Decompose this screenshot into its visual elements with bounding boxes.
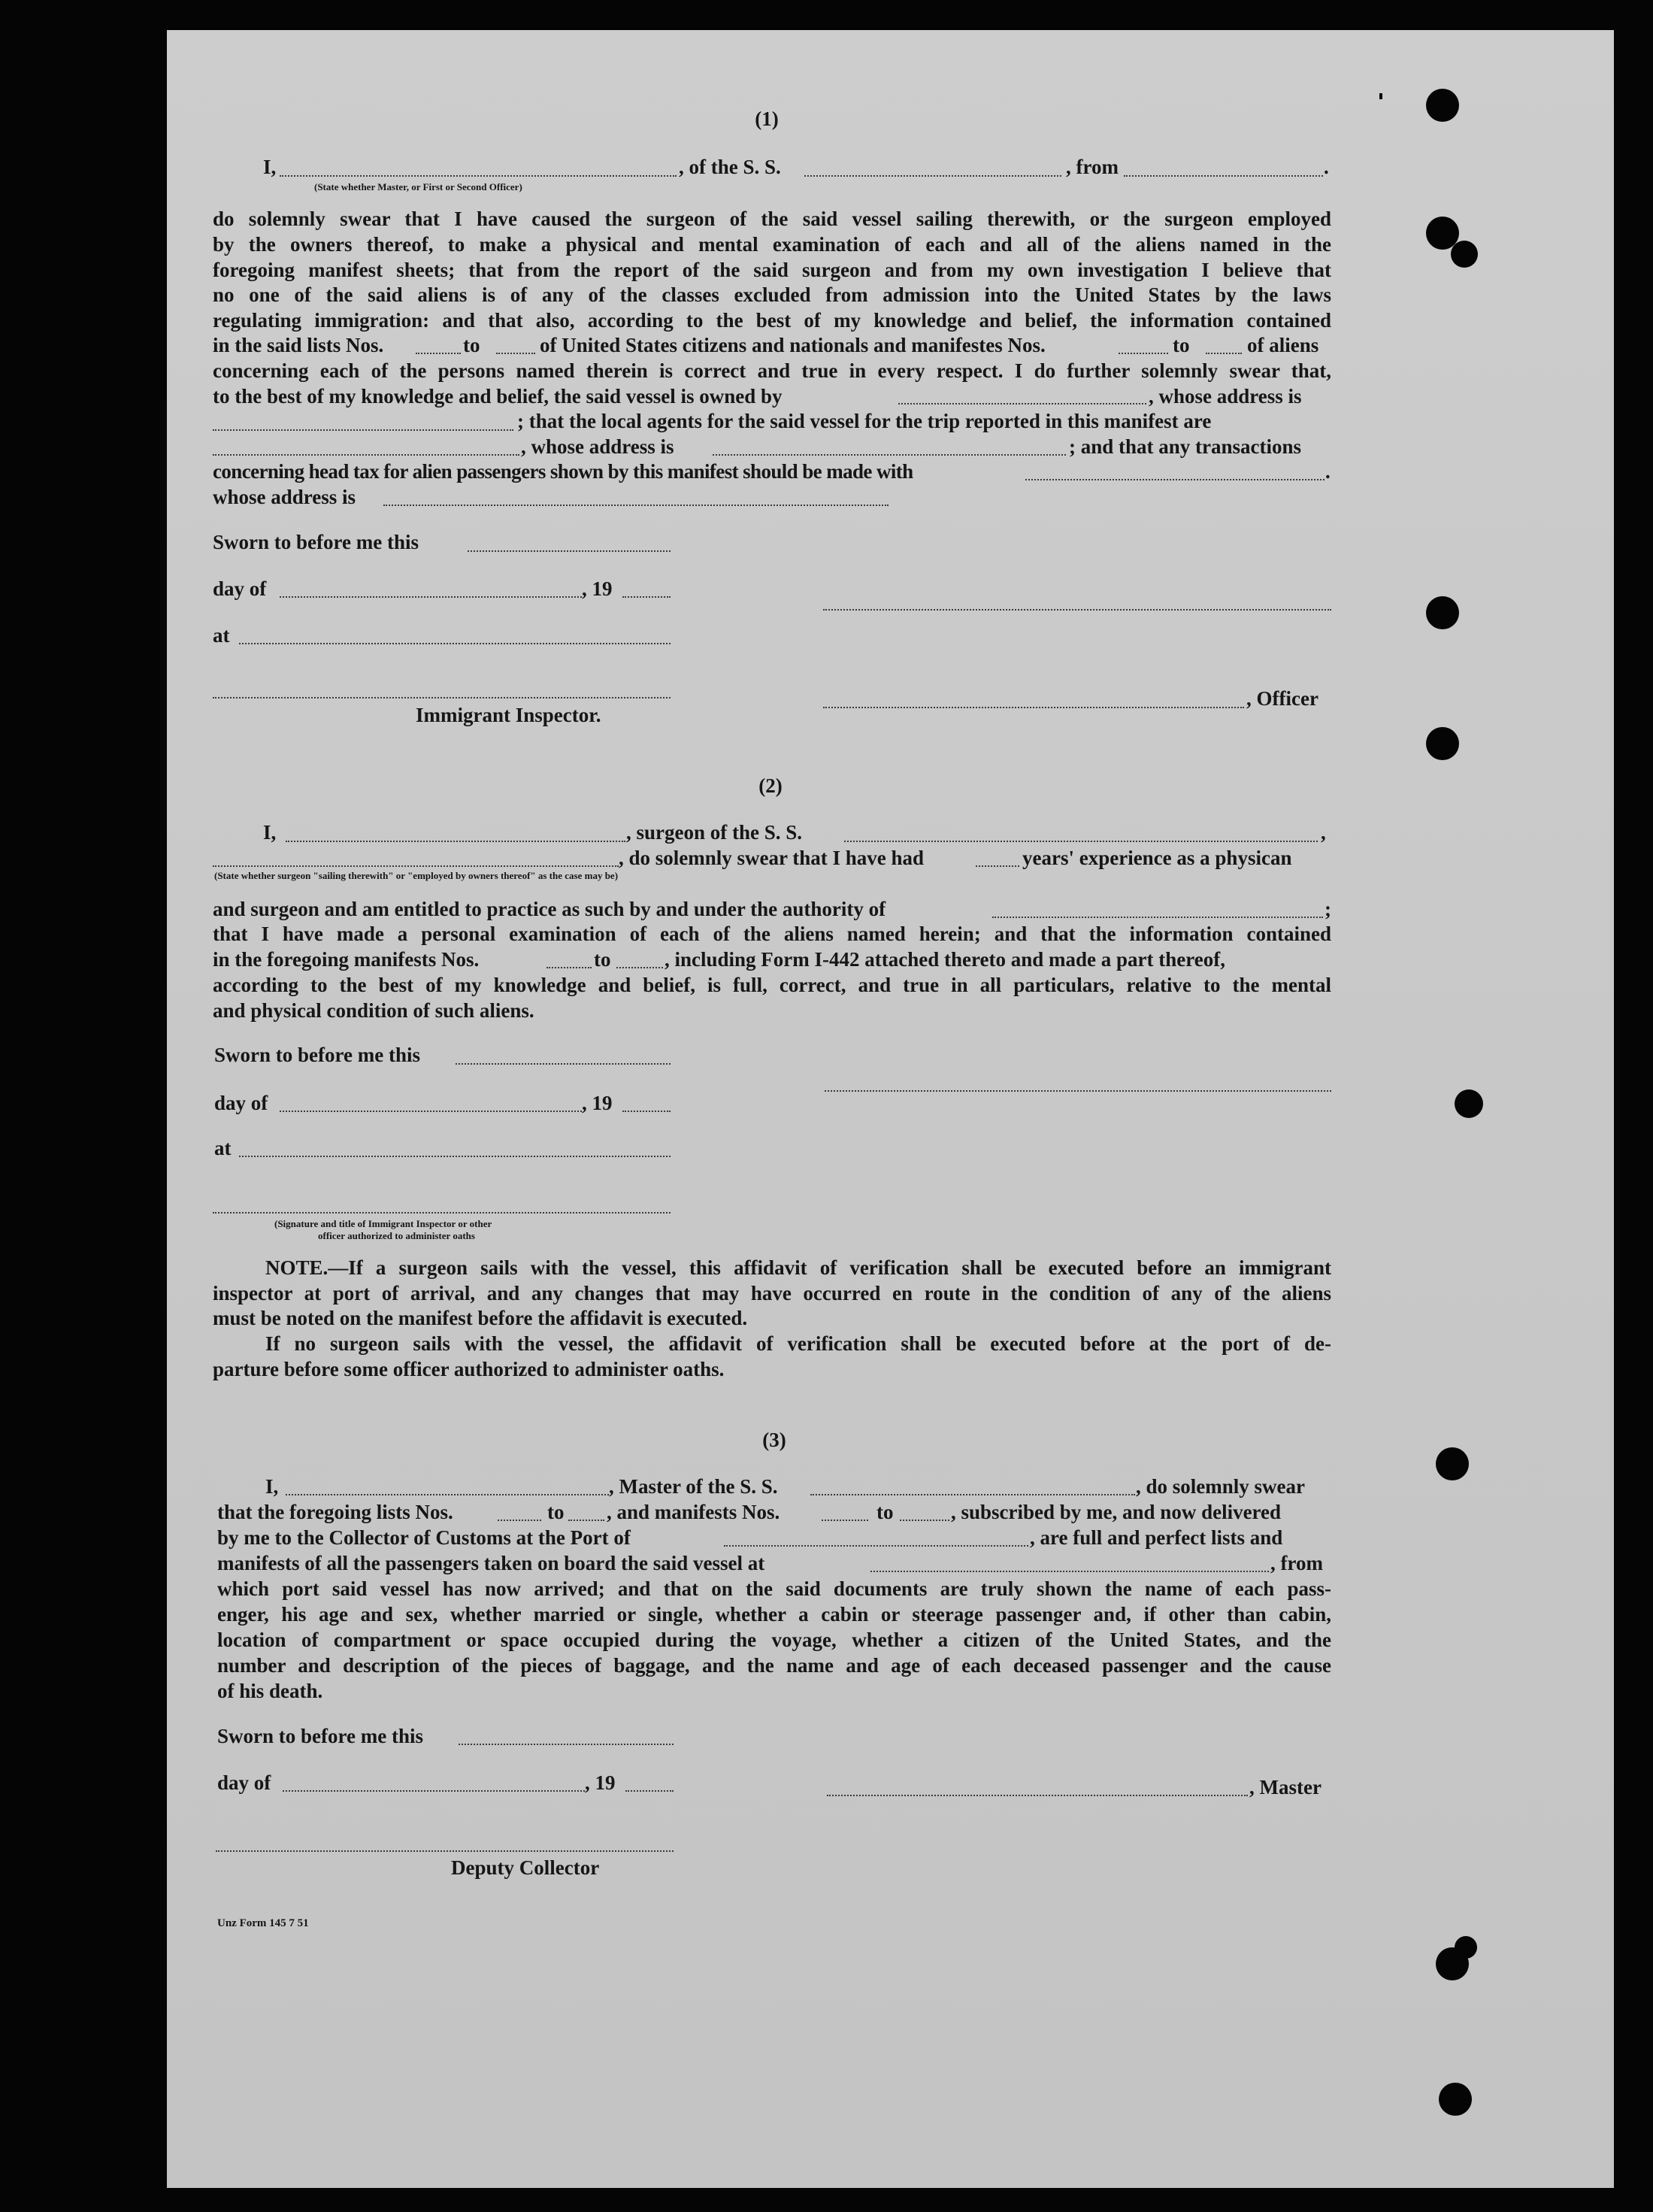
s3-collector-signature-field[interactable] (216, 1850, 674, 1852)
s2-place-field[interactable] (239, 1156, 671, 1157)
s3-lists-from-field[interactable] (498, 1520, 541, 1521)
s1-officer-signature-field[interactable] (823, 707, 1244, 708)
s2-at: at (214, 1137, 232, 1159)
punch-hole (1426, 89, 1459, 122)
note-line: inspector at port of arrival, and any changes that may have occurred en route in the condition of any of the aliens (213, 1282, 1331, 1304)
note-line: If no surgeon sails with the vessel, the affidavit of verification shall be executed before at the port of de- (265, 1332, 1331, 1355)
s3-to-2: to (876, 1501, 894, 1523)
s1-owner-address-label: , whose address is (1149, 385, 1302, 408)
note-line: NOTE.—If a surgeon sails with the vessel, this affidavit of verification shall be executed before an immigrant (265, 1256, 1331, 1279)
s3-solemnly: , do solemnly swear (1136, 1475, 1305, 1498)
s2-including-form: , including Form I-442 attached thereto and made a part thereof, (665, 948, 1225, 971)
s3-i: I, (265, 1475, 279, 1498)
s2-sworn-label: Sworn to before me this (214, 1044, 420, 1066)
s3-lists-label: that the foregoing lists Nos. (217, 1501, 453, 1523)
s1-of-ss: , of the S. S. (679, 156, 781, 178)
vessel-name-field[interactable] (804, 175, 1061, 177)
s1-agents-address-label: , whose address is (521, 435, 674, 458)
punch-hole (1436, 1447, 1469, 1480)
s3-deputy-collector-label: Deputy Collector (451, 1856, 600, 1879)
s1-transactions-label: ; and that any transactions (1069, 435, 1302, 458)
s1-to-2: to (1173, 334, 1190, 356)
owner-field[interactable] (898, 403, 1146, 405)
s3-manifests-from-field[interactable] (822, 1520, 868, 1521)
s1-para-line: by the owners thereof, to make a physical and mental examination of each and all of the aliens named in the (213, 233, 1331, 256)
s1-i: I, (263, 156, 277, 178)
s3-year-field[interactable] (625, 1790, 674, 1792)
edge-mark (66, 1722, 69, 1728)
s3-taken-on-board: manifests of all the passengers taken on board the said vessel at (217, 1552, 765, 1574)
s1-manifests-from-field[interactable] (1119, 353, 1168, 354)
section-1-heading: (1) (755, 108, 779, 130)
boarding-port-field[interactable] (870, 1571, 1269, 1572)
head-tax-address-field[interactable] (383, 505, 889, 506)
s3-from: , from (1270, 1552, 1323, 1574)
note-line: parture before some officer authorized to administer oaths. (213, 1358, 725, 1380)
s3-para-line: number and description of the pieces of baggage, and the name and age of each deceased passenger and the cause (217, 1654, 1331, 1677)
s3-month-field[interactable] (283, 1790, 585, 1792)
s3-year-prefix: , 19 (585, 1771, 616, 1794)
s2-para-line: according to the best of my knowledge and belief, is full, correct, and true in all particulars, relative to the mental (213, 974, 1331, 996)
section-2-heading: (2) (758, 774, 783, 797)
s1-day-of: day of (213, 577, 267, 600)
s2-vessel-field[interactable] (844, 841, 1318, 842)
s1-lists-from-field[interactable] (416, 353, 461, 354)
s1-year-prefix: , 19 (582, 577, 613, 600)
s3-para-line: location of compartment or space occupied during the voyage, whether a citizen of the United States, and the (217, 1629, 1331, 1651)
s2-year-field[interactable] (622, 1111, 671, 1112)
s3-master-label: , Master (1249, 1776, 1321, 1798)
s1-whose-address: whose address is (213, 486, 356, 508)
s2-years-experience: years' experience as a physican (1022, 847, 1292, 869)
s1-rank-note: (State whether Master, or First or Second Officer) (314, 181, 522, 192)
s2-para-line: and physical condition of such aliens. (213, 999, 534, 1022)
s2-comma: , (1321, 821, 1326, 844)
s1-officer-label: , Officer (1246, 687, 1318, 710)
s3-sworn-day-field[interactable] (459, 1744, 674, 1745)
s2-manifests-to-field[interactable] (616, 967, 663, 968)
master-name-field[interactable] (286, 1494, 609, 1495)
surgeon-name-field[interactable] (286, 841, 625, 842)
s2-day-of: day of (214, 1092, 268, 1114)
years-experience-field[interactable] (976, 865, 1019, 867)
s1-of-aliens: of aliens (1247, 334, 1319, 356)
s3-sworn-label: Sworn to before me this (217, 1725, 423, 1747)
s1-lists-to-field[interactable] (496, 353, 535, 354)
punch-hole (1426, 596, 1459, 629)
s2-surgeon-signature-field[interactable] (825, 1090, 1331, 1092)
section-3-heading: (3) (762, 1429, 786, 1451)
s3-para-line: which port said vessel has now arrived; and that on the said documents are truly shown the name of each pass- (217, 1577, 1331, 1600)
s2-year-prefix: , 19 (582, 1092, 613, 1114)
punch-hole (1455, 1089, 1483, 1118)
form-number: Unz Form 145 7 51 (217, 1917, 309, 1929)
s3-day-of: day of (217, 1771, 271, 1794)
head-tax-contact-field[interactable] (1025, 479, 1325, 480)
s3-master-of-ss: , Master of the S. S. (609, 1475, 778, 1498)
s1-lists-label: in the said lists Nos. (213, 334, 384, 356)
s1-para-line: no one of the said aliens is of any of the classes excluded from admission into the United States by the laws (213, 283, 1331, 306)
punch-hole (1451, 241, 1478, 268)
s2-manifests-label: in the foregoing manifests Nos. (213, 948, 480, 971)
s1-officer-extra-line[interactable] (823, 609, 1331, 611)
s1-agents-label: ; that the local agents for the said vessel for the trip reported in this manifest are (517, 410, 1212, 432)
officer-name-field[interactable] (280, 175, 677, 177)
agents-address-field[interactable] (713, 454, 1066, 456)
s1-sworn-label: Sworn to before me this (213, 531, 419, 553)
punch-hole (1426, 727, 1459, 760)
note-line: must be noted on the manifest before the affidavit is executed. (213, 1307, 748, 1329)
s2-officer-signature-field[interactable] (213, 1212, 671, 1214)
s1-para-line: concerning each of the persons named therein is correct and true in every respect. I do further solemnly swear that, (213, 359, 1331, 382)
s2-i: I, (263, 821, 277, 844)
s3-manifests-label: , and manifests Nos. (607, 1501, 780, 1523)
s1-year-field[interactable] (622, 596, 671, 598)
s2-manifests-from-field[interactable] (546, 967, 592, 968)
s1-para-line: foregoing manifest sheets; that from the report of the said surgeon and from my own investigation I believe that (213, 259, 1331, 281)
s1-to: to (463, 334, 480, 356)
s2-semicolon: ; (1325, 898, 1331, 920)
s1-manifests-label: of United States citizens and nationals and manifestes Nos. (540, 334, 1046, 356)
s3-port-label: by me to the Collector of Customs at the Port of (217, 1526, 631, 1549)
s3-subscribed: , subscribed by me, and now delivered (951, 1501, 1282, 1523)
s2-para-line: that I have made a personal examination of each of the aliens named herein; and that the information contained (213, 923, 1331, 945)
s2-to: to (594, 948, 611, 971)
edge-mark (1379, 93, 1382, 99)
s2-surgeon-of-ss: , surgeon of the S. S. (626, 821, 803, 844)
from-port-field[interactable] (1124, 175, 1323, 177)
s3-to: to (547, 1501, 565, 1523)
s1-month-field[interactable] (280, 596, 582, 598)
s3-para-line: of his death. (217, 1680, 323, 1702)
s1-period: . (1324, 156, 1329, 178)
s2-month-field[interactable] (280, 1111, 582, 1112)
s1-owned-by: to the best of my knowledge and belief, the said vessel is owned by (213, 385, 783, 408)
s1-place-field[interactable] (239, 643, 671, 644)
punch-hole (1455, 1936, 1477, 1959)
s1-from: , from (1066, 156, 1119, 178)
s1-manifests-to-field[interactable] (1206, 353, 1242, 354)
s2-signature-caption: (Signature and title of Immigrant Inspector or other (274, 1218, 492, 1229)
s2-sworn-day-field[interactable] (456, 1063, 671, 1065)
s3-full-lists: , are full and perfect lists and (1030, 1526, 1283, 1549)
edge-mark (62, 1677, 65, 1683)
s1-at: at (213, 624, 230, 647)
s3-lists-to-field[interactable] (568, 1520, 604, 1521)
s2-status-note: (State whether surgeon "sailing therewith" or "employed by owners thereof" as the case may be) (214, 870, 619, 881)
agents-field[interactable] (213, 454, 519, 456)
surgeon-status-field[interactable] (213, 865, 619, 867)
s2-solemnly: , do solemnly swear that I have had (619, 847, 925, 869)
s3-para-line: enger, his age and sex, whether married or single, whether a cabin or steerage passenger and, if other than cabin, (217, 1603, 1331, 1626)
s3-master-signature-field[interactable] (827, 1795, 1248, 1796)
s1-period-2: . (1325, 460, 1331, 483)
authority-field[interactable] (992, 917, 1323, 918)
owner-address-field[interactable] (213, 429, 513, 431)
edge-mark (57, 1632, 60, 1638)
s1-head-tax-label: concerning head tax for alien passengers shown by this manifest should be made with (213, 460, 913, 483)
s3-vessel-field[interactable] (810, 1494, 1135, 1495)
s1-inspector-signature-field[interactable] (213, 697, 671, 698)
s1-sworn-day-field[interactable] (468, 550, 671, 552)
s1-para-line: regulating immigration: and that also, according to the best of my knowledge and belief, the information contained (213, 309, 1331, 332)
s1-inspector-label: Immigrant Inspector. (416, 704, 601, 726)
s2-authority-label: and surgeon and am entitled to practice as such by and under the authority of (213, 898, 886, 920)
s1-para-line: do solemnly swear that I have caused the surgeon of the said vessel sailing therewith, or the surgeon employed (213, 208, 1331, 230)
s2-signature-caption-2: officer authorized to administer oaths (318, 1230, 475, 1241)
s3-manifests-to-field[interactable] (900, 1520, 949, 1521)
arrival-port-field[interactable] (724, 1545, 1028, 1547)
punch-hole (1439, 2083, 1472, 2116)
